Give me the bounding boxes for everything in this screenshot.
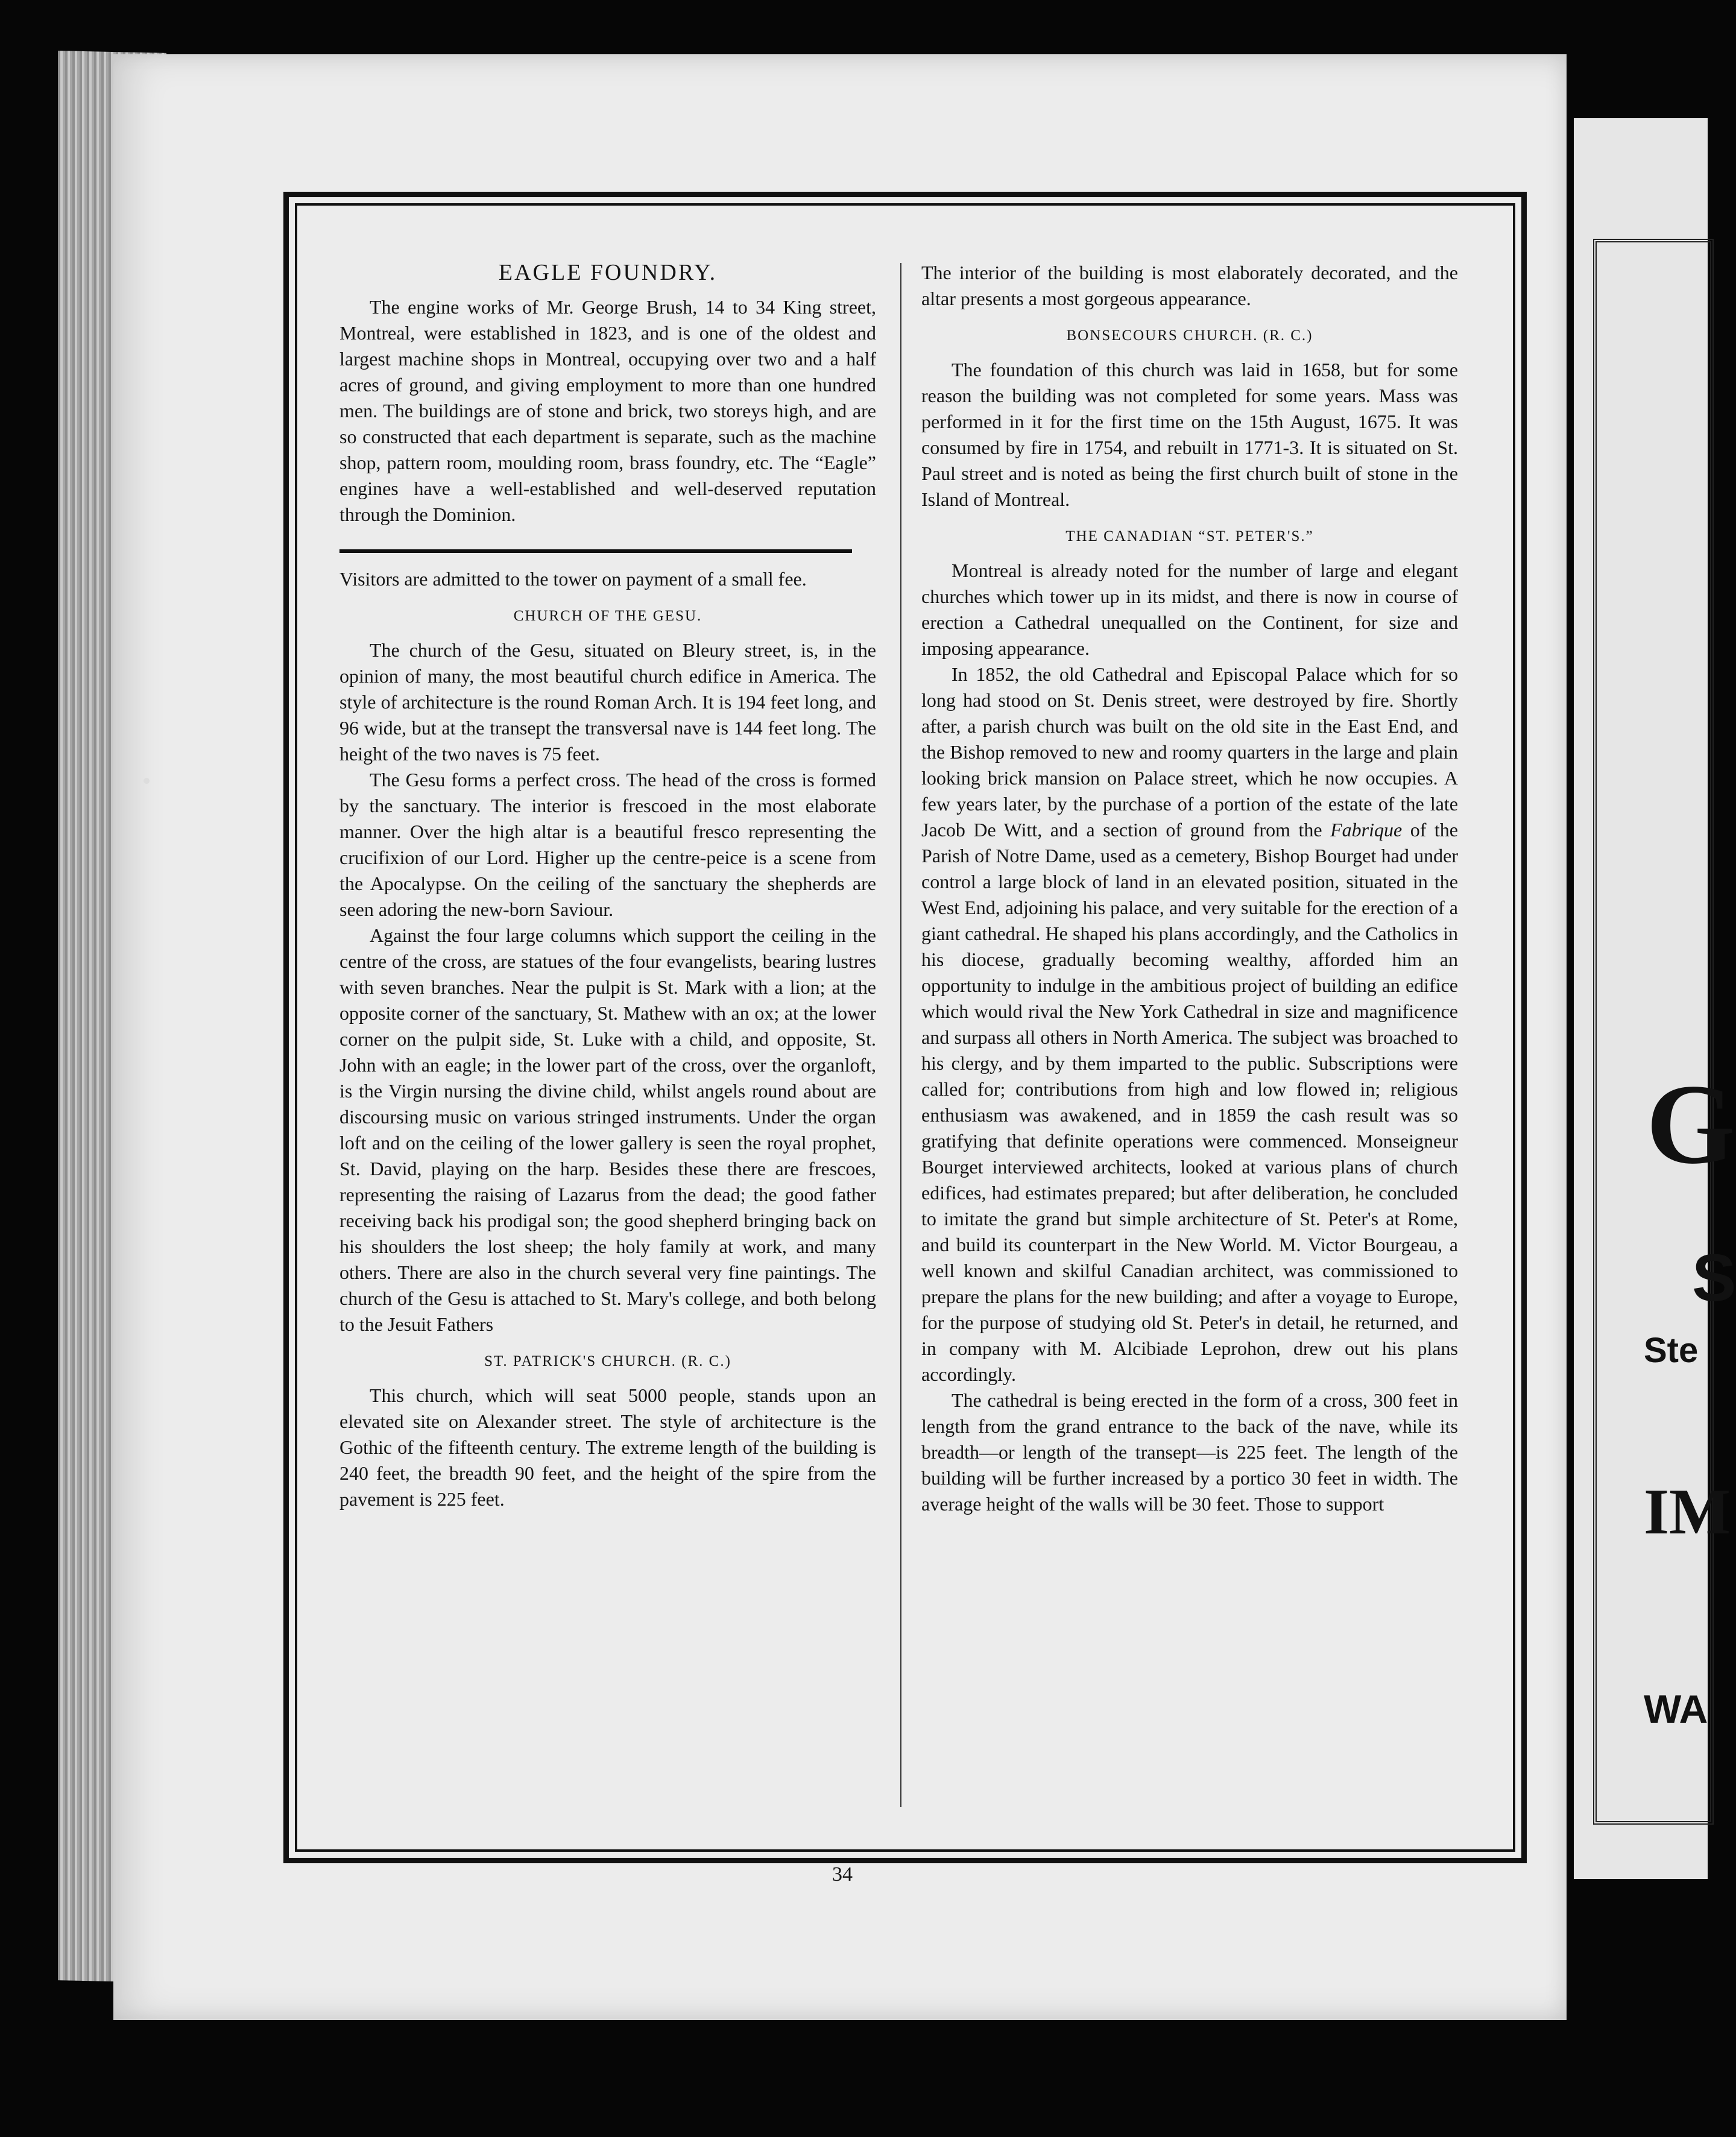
bonsecours-text: The foundation of this church was laid in 1658, but for some reason the building was not completed for some years. Mass was performed in it for the first time on the 15th August, 1675. It was consumed by fire in 1754, and rebuilt in 1771-3. It is situated on St. Paul street and is noted as being the first church built of stone in the Island of Montreal. <box>921 359 1458 510</box>
st-peters-heading: THE CANADIAN “ST. PETER'S.” <box>1065 528 1314 545</box>
adjacent-page <box>1574 118 1736 1879</box>
adjacent-text-ste: Ste <box>1644 1331 1699 1370</box>
visitors-text: Visitors are admitted to the tower on payment of a small fee. <box>339 568 807 590</box>
page-border-inner <box>295 203 1515 1852</box>
gesu-paragraph-3: Against the four large columns which support the ceiling in the centre of the cross, are statues of the four evangelists, bearing lustres with seven branches. Near the pulpit is St. Mark with a lion; at the opposite corner of the sanctuary, St. Mathew with an ox; at the lower corner on the pulpit side, St. Luke with a child, and opposite, St. John with an eagle; in the lower part of the cross, over the organloft, is the Virgin nursing the divine child, whilst angels round about are discoursing music on various stringed instruments. Under the organ loft and on the ceiling of the lower gallery is seen the royal prophet, St. David, playing on the harp. Besides these there are frescoes, representing the raising of Lazarus from the dead; the good father receiving back his prodigal son; the good shepherd bringing back on his shoulders the lost sheep; the holy family at work, and many others. There are also in the church several very fine paintings. The church of the Gesu is attached to St. Mary's college, and both belong to the Jesuit Fathers <box>339 924 876 1335</box>
left-column <box>339 260 876 1813</box>
adjacent-big-letter: G <box>1646 1061 1735 1188</box>
st-peters-paragraph-2 <box>921 661 1458 1387</box>
right-column <box>921 260 1458 1813</box>
st-peters-paragraph-2-start: In 1852, the old Cathedral and Episcopal Palace which for so long had stood on St. Denis street, were destroyed by fire. Shortly after, a parish church was built on the old site in the East End, and the Bishop removed to new and roomy quarters in the large and plain looking brick mansion on Palace street, which he now occupies. A few years later, by the purchase of a portion of the estate of the late Jacob De Witt, and a section of ground from the <box>921 663 1458 841</box>
adjacent-text-wa: WA <box>1644 1687 1708 1731</box>
fabrique-italic: Fabrique <box>1330 819 1403 841</box>
gesu-heading: CHURCH OF THE GESU. <box>513 608 702 624</box>
gesu-paragraph-2: The Gesu forms a perfect cross. The head of the cross is formed by the sanctuary. The interior is frescoed in the most elaborate manner. Over the high altar is a beautiful fresco representing the crucifixion of our Lord. Higher up the centre-peice is a scene from the Apocalypse. On the ceiling of the sanctuary the shepherds are seen adoring the new-born Saviour. <box>339 769 876 920</box>
st-peters-paragraph-3: The cathedral is being erected in the form of a cross, 300 feet in length from the grand entrance to the back of the nave, while its breadth—or length of the transept—is 225 feet. The length of the building will be further increased by a portico 30 feet in width. The average height of the walls will be 30 feet. Those to support <box>921 1389 1458 1515</box>
page-border-frame <box>283 192 1527 1863</box>
interior-text: The interior of the building is most elaborately decorated, and the altar presents a most gorgeous appearance. <box>921 262 1458 309</box>
paper-speck <box>144 778 150 784</box>
adjacent-page-frame <box>1593 239 1714 1825</box>
st-peters-paragraph-1: Montreal is already noted for the number of large and elegant churches which tower up in its midst, and there is now in course of erection a Cathedral unequalled on the Continent, for size and imposing appearance. <box>921 560 1458 659</box>
section-divider <box>339 549 852 553</box>
column-rule <box>900 263 901 1807</box>
gesu-paragraph-1: The church of the Gesu, situated on Bleury street, is, in the opinion of many, the most beautiful church edifice in America. The style of architecture is the round Roman Arch. It is 194 feet long, and 96 wide, but at the transept the transversal nave is 144 feet long. The height of the two naves is 75 feet. <box>339 639 876 765</box>
eagle-foundry-title: EAGLE FOUNDRY. <box>498 260 718 285</box>
st-patricks-text: This church, which will seat 5000 people, stands upon an elevated site on Alexander street. The style of architecture is the Gothic of the fifteenth century. The extreme length of the building is 240 feet, the breadth 90 feet, and the height of the spire from the pavement is 225 feet. <box>339 1384 876 1510</box>
bonsecours-heading: BONSECOURS CHURCH. (R. C.) <box>1066 327 1313 344</box>
adjacent-text-im: IM <box>1644 1476 1731 1548</box>
st-peters-paragraph-2-end: of the Parish of Notre Dame, used as a cemetery, Bishop Bourget had under control a large block of land in an elevated position, situated in the West End, adjoining his palace, and very suitable for the erection of a giant cathedral. He shaped his plans accordingly, and the Catholics in his diocese, gradually becoming wealthy, afforded him an opportunity to indulge in the ambitious project of building an edifice which would rival the New York Cathedral in size and magnificence and surpass all others in North America. The subject was broached to his clergy, and by them imparted to the public. Subscriptions were called for; contributions from high and low flowed in; religious enthusiasm was awakened, and in 1859 the cash result was so gratifying that definite operations were commenced. Monseigneur Bourget interviewed architects, looked at various plans of church edifices, had estimates prepared; but after deliberation, he concluded to imitate the grand but simple architecture of St. Peter's at Rome, and build its counterpart in the New World. M. Victor Bourgeau, a well known and skilful Canadian architect, was commissioned to prepare the plans for the new building; and after a voyage to Europe, for the purpose of studying old St. Peter's in detail, he returned, and in company with M. Alcibiade Leprohon, drew out his plans accordingly. <box>921 819 1459 1385</box>
adjacent-small-letter: S <box>1692 1241 1736 1315</box>
page-number: 34 <box>832 1863 853 1886</box>
eagle-foundry-text: The engine works of Mr. George Brush, 14 to 34 King street, Montreal, were established in 1823, and is one of the oldest and largest machine shops in Montreal, occupying over two and a half acres of ground, and giving employment to more than one hundred men. The buildings are of stone and brick, two storeys high, and are so constructed that each department is separate, such as the machine shop, pattern room, moulding room, brass foundry, etc. The “Eagle” engines have a well-established and well-deserved reputation through the Dominion. <box>339 296 876 525</box>
st-patricks-heading: ST. PATRICK'S CHURCH. (R. C.) <box>484 1353 731 1369</box>
